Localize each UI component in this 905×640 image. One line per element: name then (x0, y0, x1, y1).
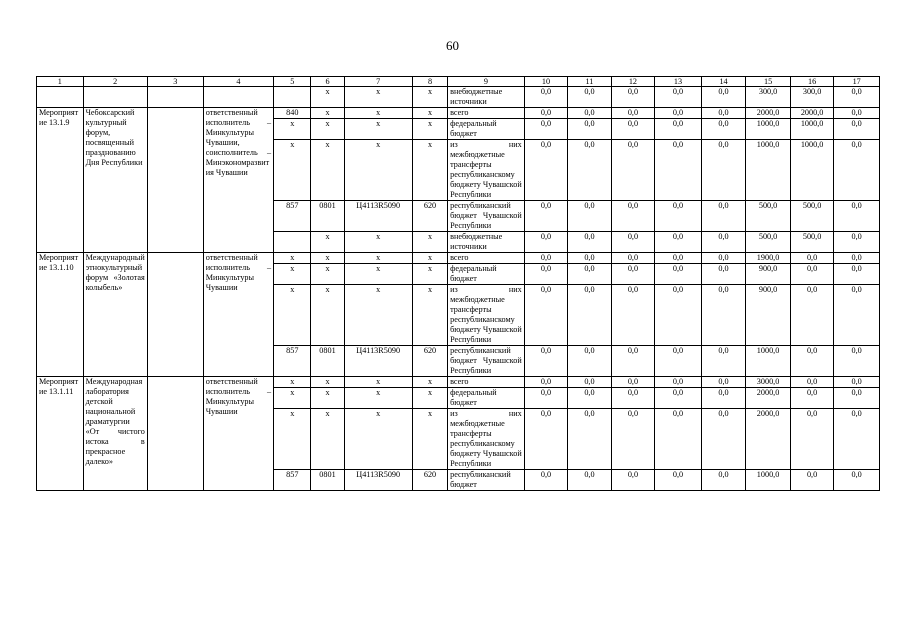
value-col13: 0,0 (655, 232, 702, 253)
event-label: Мероприятие 13.1.10 (37, 253, 84, 377)
cell-col7: Ц4113R5090 (344, 201, 412, 232)
funding-source: всего (448, 108, 525, 119)
value-col16: 500,0 (790, 232, 833, 253)
cell-col7: Ц4113R5090 (344, 470, 412, 491)
value-col11: 0,0 (568, 253, 611, 264)
column-header-13: 13 (655, 77, 702, 87)
cell-col6: x (311, 119, 344, 140)
cell-col6: 0801 (311, 201, 344, 232)
column-header-1: 1 (37, 77, 84, 87)
value-col15: 1000,0 (746, 119, 791, 140)
value-col15: 2000,0 (746, 388, 791, 409)
event-col3 (147, 377, 203, 491)
value-col16: 0,0 (790, 377, 833, 388)
value-col16: 1000,0 (790, 140, 833, 201)
funding-source: республиканский бюджет Чувашской Республики (448, 201, 525, 232)
value-col13: 0,0 (655, 388, 702, 409)
cell-col5: x (274, 253, 311, 264)
cell-col5: 840 (274, 108, 311, 119)
cell-col6: x (311, 253, 344, 264)
value-col15: 300,0 (746, 87, 791, 108)
column-header-2: 2 (83, 77, 147, 87)
cell-col7: x (344, 285, 412, 346)
cell-col7: x (344, 119, 412, 140)
value-col10: 0,0 (524, 232, 567, 253)
cell-col5: x (274, 119, 311, 140)
value-col17: 0,0 (834, 253, 880, 264)
column-header-8: 8 (412, 77, 447, 87)
value-col12: 0,0 (611, 108, 654, 119)
value-col15: 2000,0 (746, 409, 791, 470)
column-header-10: 10 (524, 77, 567, 87)
value-col14: 0,0 (701, 346, 746, 377)
funding-source: внебюджетные источники (448, 87, 525, 108)
cell-col8: x (412, 119, 447, 140)
value-col15: 1900,0 (746, 253, 791, 264)
value-col13: 0,0 (655, 409, 702, 470)
cell-col8: x (412, 377, 447, 388)
table-row (37, 377, 880, 388)
cell-col5: x (274, 264, 311, 285)
value-col17: 0,0 (834, 140, 880, 201)
value-col13: 0,0 (655, 119, 702, 140)
cell-col6: x (311, 285, 344, 346)
value-col14: 0,0 (701, 119, 746, 140)
cell-col8: x (412, 232, 447, 253)
value-col11: 0,0 (568, 119, 611, 140)
value-col16: 0,0 (790, 285, 833, 346)
cell-col8: x (412, 253, 447, 264)
funding-source: из них межбюджетные трансферты республиканскому бюджету Чувашской Республики (448, 140, 525, 201)
cell-col8: 620 (412, 470, 447, 491)
cell-col5 (274, 232, 311, 253)
value-col11: 0,0 (568, 232, 611, 253)
value-col12: 0,0 (611, 285, 654, 346)
continuation-row (37, 87, 880, 108)
value-col12: 0,0 (611, 388, 654, 409)
value-col10: 0,0 (524, 409, 567, 470)
cell-col6: x (311, 388, 344, 409)
value-col10: 0,0 (524, 108, 567, 119)
value-col17: 0,0 (834, 409, 880, 470)
cell-col8: x (412, 108, 447, 119)
value-col12: 0,0 (611, 87, 654, 108)
value-col16: 2000,0 (790, 108, 833, 119)
value-col16: 0,0 (790, 388, 833, 409)
value-col10: 0,0 (524, 87, 567, 108)
cell-col8: 620 (412, 346, 447, 377)
value-col17: 0,0 (834, 285, 880, 346)
cell-col7: x (344, 264, 412, 285)
value-col17: 0,0 (834, 232, 880, 253)
event-name: Международный этнокультурный форум «Золотая колыбель» (83, 253, 147, 377)
value-col11: 0,0 (568, 264, 611, 285)
value-col14: 0,0 (701, 388, 746, 409)
value-col14: 0,0 (701, 409, 746, 470)
funding-source: всего (448, 377, 525, 388)
value-col11: 0,0 (568, 108, 611, 119)
value-col11: 0,0 (568, 87, 611, 108)
value-col11: 0,0 (568, 470, 611, 491)
cell-col5: x (274, 409, 311, 470)
value-col11: 0,0 (568, 346, 611, 377)
value-col13: 0,0 (655, 377, 702, 388)
value-col17: 0,0 (834, 201, 880, 232)
value-col10: 0,0 (524, 119, 567, 140)
event-name: Чебоксарский культурный форум, посвященный празднованию Дня Республики (83, 108, 147, 253)
value-col15: 1000,0 (746, 140, 791, 201)
value-col16: 0,0 (790, 409, 833, 470)
column-header-7: 7 (344, 77, 412, 87)
value-col14: 0,0 (701, 470, 746, 491)
cell-col6: x (311, 108, 344, 119)
value-col15: 900,0 (746, 264, 791, 285)
value-col14: 0,0 (701, 201, 746, 232)
cell-col5: x (274, 388, 311, 409)
cell-col6: x (311, 264, 344, 285)
funding-source: республиканский бюджет Чувашской Республики (448, 346, 525, 377)
cell-col5: 857 (274, 346, 311, 377)
event-name: Международная лаборатория детской национальной драматургии «От чистого истока в прекрасное далеко» (83, 377, 147, 491)
value-col14: 0,0 (701, 87, 746, 108)
cell-col6: x (311, 409, 344, 470)
value-col11: 0,0 (568, 409, 611, 470)
value-col12: 0,0 (611, 232, 654, 253)
value-col15: 3000,0 (746, 377, 791, 388)
value-col10: 0,0 (524, 253, 567, 264)
cell-col1 (37, 87, 84, 108)
cell-col5 (274, 87, 311, 108)
value-col16: 0,0 (790, 264, 833, 285)
event-col3 (147, 253, 203, 377)
event-label: Мероприятие 13.1.9 (37, 108, 84, 253)
funding-source: федеральный бюджет (448, 388, 525, 409)
cell-col7: x (344, 409, 412, 470)
funding-source: внебюджетные источники (448, 232, 525, 253)
value-col17: 0,0 (834, 87, 880, 108)
value-col13: 0,0 (655, 285, 702, 346)
funding-source: республиканский бюджет (448, 470, 525, 491)
value-col16: 300,0 (790, 87, 833, 108)
column-header-16: 16 (790, 77, 833, 87)
value-col16: 0,0 (790, 470, 833, 491)
cell-col8: x (412, 140, 447, 201)
value-col11: 0,0 (568, 201, 611, 232)
cell-col6: 0801 (311, 346, 344, 377)
value-col12: 0,0 (611, 409, 654, 470)
value-col14: 0,0 (701, 140, 746, 201)
value-col11: 0,0 (568, 285, 611, 346)
column-header-15: 15 (746, 77, 791, 87)
value-col12: 0,0 (611, 119, 654, 140)
value-col10: 0,0 (524, 388, 567, 409)
value-col16: 1000,0 (790, 119, 833, 140)
funding-source: федеральный бюджет (448, 264, 525, 285)
value-col12: 0,0 (611, 377, 654, 388)
value-col17: 0,0 (834, 346, 880, 377)
cell-col5: 857 (274, 470, 311, 491)
cell-col8: x (412, 285, 447, 346)
value-col17: 0,0 (834, 119, 880, 140)
value-col17: 0,0 (834, 108, 880, 119)
value-col13: 0,0 (655, 264, 702, 285)
table-row (37, 253, 880, 264)
cell-col3 (147, 87, 203, 108)
value-col14: 0,0 (701, 285, 746, 346)
cell-col8: x (412, 264, 447, 285)
value-col17: 0,0 (834, 377, 880, 388)
value-col10: 0,0 (524, 285, 567, 346)
column-header-14: 14 (701, 77, 746, 87)
cell-col8: 620 (412, 201, 447, 232)
funding-source: всего (448, 253, 525, 264)
value-col11: 0,0 (568, 377, 611, 388)
cell-col6: 0801 (311, 470, 344, 491)
table-row (37, 108, 880, 119)
value-col13: 0,0 (655, 87, 702, 108)
funding-source: федеральный бюджет (448, 119, 525, 140)
header-row (37, 77, 880, 87)
value-col14: 0,0 (701, 264, 746, 285)
value-col16: 0,0 (790, 253, 833, 264)
value-col12: 0,0 (611, 264, 654, 285)
value-col14: 0,0 (701, 108, 746, 119)
value-col12: 0,0 (611, 140, 654, 201)
cell-col7: x (344, 140, 412, 201)
cell-col7: x (344, 108, 412, 119)
value-col10: 0,0 (524, 140, 567, 201)
event-responsible: ответственный исполнитель – Минкультуры Чувашии, соисполнитель – Минэкономразвития Чувашии (203, 108, 273, 253)
cell-col8: x (412, 409, 447, 470)
cell-col6: x (311, 87, 344, 108)
page-number: 60 (446, 38, 459, 53)
value-col13: 0,0 (655, 346, 702, 377)
cell-col6: x (311, 377, 344, 388)
column-header-9: 9 (448, 77, 525, 87)
value-col12: 0,0 (611, 253, 654, 264)
value-col15: 500,0 (746, 201, 791, 232)
column-header-12: 12 (611, 77, 654, 87)
value-col16: 500,0 (790, 201, 833, 232)
column-header-17: 17 (834, 77, 880, 87)
value-col10: 0,0 (524, 377, 567, 388)
value-col15: 1000,0 (746, 346, 791, 377)
value-col13: 0,0 (655, 253, 702, 264)
column-header-4: 4 (203, 77, 273, 87)
value-col10: 0,0 (524, 346, 567, 377)
value-col15: 1000,0 (746, 470, 791, 491)
value-col14: 0,0 (701, 232, 746, 253)
event-responsible: ответственный исполнитель – Минкультуры Чувашии (203, 253, 273, 377)
cell-col7: x (344, 253, 412, 264)
cell-col6: x (311, 232, 344, 253)
value-col12: 0,0 (611, 470, 654, 491)
value-col12: 0,0 (611, 346, 654, 377)
value-col17: 0,0 (834, 264, 880, 285)
cell-col2 (83, 87, 147, 108)
value-col17: 0,0 (834, 470, 880, 491)
cell-col6: x (311, 140, 344, 201)
cell-col4 (203, 87, 273, 108)
value-col13: 0,0 (655, 108, 702, 119)
value-col15: 2000,0 (746, 108, 791, 119)
event-label: Мероприятие 13.1.11 (37, 377, 84, 491)
value-col13: 0,0 (655, 140, 702, 201)
column-header-11: 11 (568, 77, 611, 87)
cell-col5: 857 (274, 201, 311, 232)
value-col15: 900,0 (746, 285, 791, 346)
value-col10: 0,0 (524, 201, 567, 232)
cell-col7: x (344, 388, 412, 409)
value-col14: 0,0 (701, 377, 746, 388)
cell-col8: x (412, 87, 447, 108)
cell-col8: x (412, 388, 447, 409)
column-header-3: 3 (147, 77, 203, 87)
value-col10: 0,0 (524, 264, 567, 285)
event-responsible: ответственный исполнитель – Минкультуры Чувашии (203, 377, 273, 491)
funding-source: из них межбюджетные трансферты республиканскому бюджету Чувашской Республики (448, 409, 525, 470)
value-col12: 0,0 (611, 201, 654, 232)
funding-source: из них межбюджетные трансферты республиканскому бюджету Чувашской Республики (448, 285, 525, 346)
cell-col7: x (344, 232, 412, 253)
column-header-5: 5 (274, 77, 311, 87)
budget-table (36, 76, 880, 491)
value-col14: 0,0 (701, 253, 746, 264)
cell-col7: x (344, 87, 412, 108)
event-col3 (147, 108, 203, 253)
column-header-6: 6 (311, 77, 344, 87)
cell-col5: x (274, 140, 311, 201)
value-col13: 0,0 (655, 201, 702, 232)
value-col15: 500,0 (746, 232, 791, 253)
value-col11: 0,0 (568, 140, 611, 201)
value-col16: 0,0 (790, 346, 833, 377)
cell-col7: Ц4113R5090 (344, 346, 412, 377)
value-col11: 0,0 (568, 388, 611, 409)
cell-col7: x (344, 377, 412, 388)
value-col17: 0,0 (834, 388, 880, 409)
value-col10: 0,0 (524, 470, 567, 491)
cell-col5: x (274, 285, 311, 346)
cell-col5: x (274, 377, 311, 388)
value-col13: 0,0 (655, 470, 702, 491)
